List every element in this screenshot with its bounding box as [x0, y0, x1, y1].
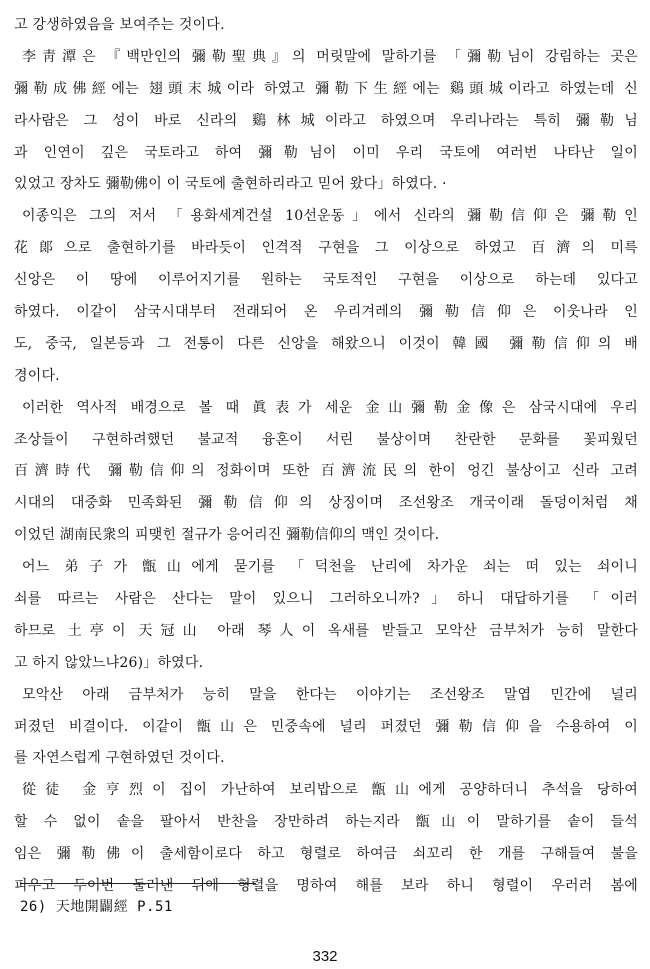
text-line: 이러한 역사적 배경으로 볼 때 眞表가 세운 金山彌勒金像은 삼국시대에 우리 — [22, 399, 638, 416]
text-line: 피우고 두어번 둘러낸 뒤에 형렬을 명하여 해를 보라 하니 형렬이 우러러 봄에 — [14, 878, 638, 895]
text-line: 시대의 대중화 민족화된 彌勒信仰의 상징이며 조선왕조 개국이래 돌덩이처럼 채 — [14, 495, 638, 512]
footnote-divider — [20, 883, 256, 884]
text-line: 고 강생하였음을 보여주는 것이다. — [14, 17, 225, 33]
text-line: 조상들이 구현하려했던 불교적 융혼이 서린 불상이며 찬란한 문화를 꽃피웠던 — [14, 431, 638, 448]
text-line: 從徒 金亨烈이 집이 가난하여 보리밥으로 甑山에게 공양하더니 추석을 당하여 — [22, 782, 638, 799]
text-line: 李靑潭은 『백만인의 彌勒聖典』의 머릿말에 말하기를 「彌勒님이 강림하는 곳은 — [22, 48, 638, 65]
text-line: 어느 弟子가 甑山에게 묻기를 「덕천을 난리에 차가운 쇠는 떠 있는 쇠이니 — [22, 559, 638, 576]
text-line: 彌勒成佛經에는 翅頭末城이라 하였고 彌勒下生經에는 鷄頭城이라고 하였는데 신 — [14, 80, 638, 97]
text-line: 할 수 없이 솥을 팔아서 반찬을 장만하려 하는지라 甑山이 말하기를 솥이 들석 — [14, 814, 638, 831]
text-line: 신앙은 이 땅에 이루어지기를 원하는 국토적인 구현을 이상으로 하는데 있다고 — [14, 272, 638, 289]
page-number: 332 — [312, 948, 338, 965]
text-line: 를 자연스럽게 구현하였던 것이다. — [14, 750, 225, 767]
text-line: 이었던 湖南民衆의 피맺힌 절규가 응어리진 彌勒信仰의 맥인 것이다. — [14, 527, 440, 544]
text-line: 경이다. — [14, 367, 60, 384]
text-line: 도, 중국, 일본등과 그 전통이 다른 신앙을 해왔으니 이것이 韓國 彌勒信仰의 배 — [14, 335, 638, 352]
text-line: 임은 彌勒佛이 출세함이로다 하고 형렬로 하여금 쇠꼬리 한 개를 구해들여 불을 — [14, 846, 638, 863]
text-line: 과 인연이 깊은 국토라고 하여 彌勒님이 이미 우리 국토에 여러번 나타난 일이 — [14, 144, 638, 161]
body-text — [14, 10, 638, 903]
text-line: 百濟時代 彌勒信仰의 정화이며 또한 百濟流民의 한이 엉긴 불상이고 신라 고려 — [14, 463, 638, 480]
text-line: 모악산 아래 금부처가 능히 말을 한다는 이야기는 조선왕조 말엽 민간에 널리 — [22, 686, 638, 703]
text-line: 花郞으로 출현하기를 바라듯이 인격적 구현을 그 이상으로 하였고 百濟의 미륵 — [14, 240, 638, 257]
text-line: 하므로 土亭이 天冠山 아래 琴人이 옥새를 받들고 모악산 금부처가 능히 말한다 — [14, 622, 638, 639]
text-line: 퍼졌던 비결이다. 이같이 甑山은 민중속에 널리 퍼졌던 彌勒信仰을 수용하여 이 — [14, 718, 638, 735]
footnote: 26) 天地開闢經 P.51 — [20, 899, 173, 915]
text-line: 있었고 장차도 彌勒佛이 이 국토에 출현하리라고 믿어 왔다」하였다. · — [14, 176, 447, 193]
text-line: 고 하지 않았느냐26)」하였다. — [14, 654, 204, 671]
text-line: 이종익은 그의 저서 「용화세계건설 10선운동」에서 신라의 彌勒信仰은 彌勒인 — [22, 208, 638, 225]
text-line: 쇠를 따르는 사람은 산다는 말이 있으니 그러하오니까?」하니 대답하기를 「이러 — [14, 591, 638, 608]
text-line: 라사람은 그 성이 바로 신라의 鷄林城이라고 하였으며 우리나라는 특히 彌勒님 — [14, 112, 638, 129]
text-line: 하였다. 이같이 삼국시대부터 전래되어 온 우리겨레의 彌勒信仰은 이웃나라 인 — [14, 304, 638, 321]
